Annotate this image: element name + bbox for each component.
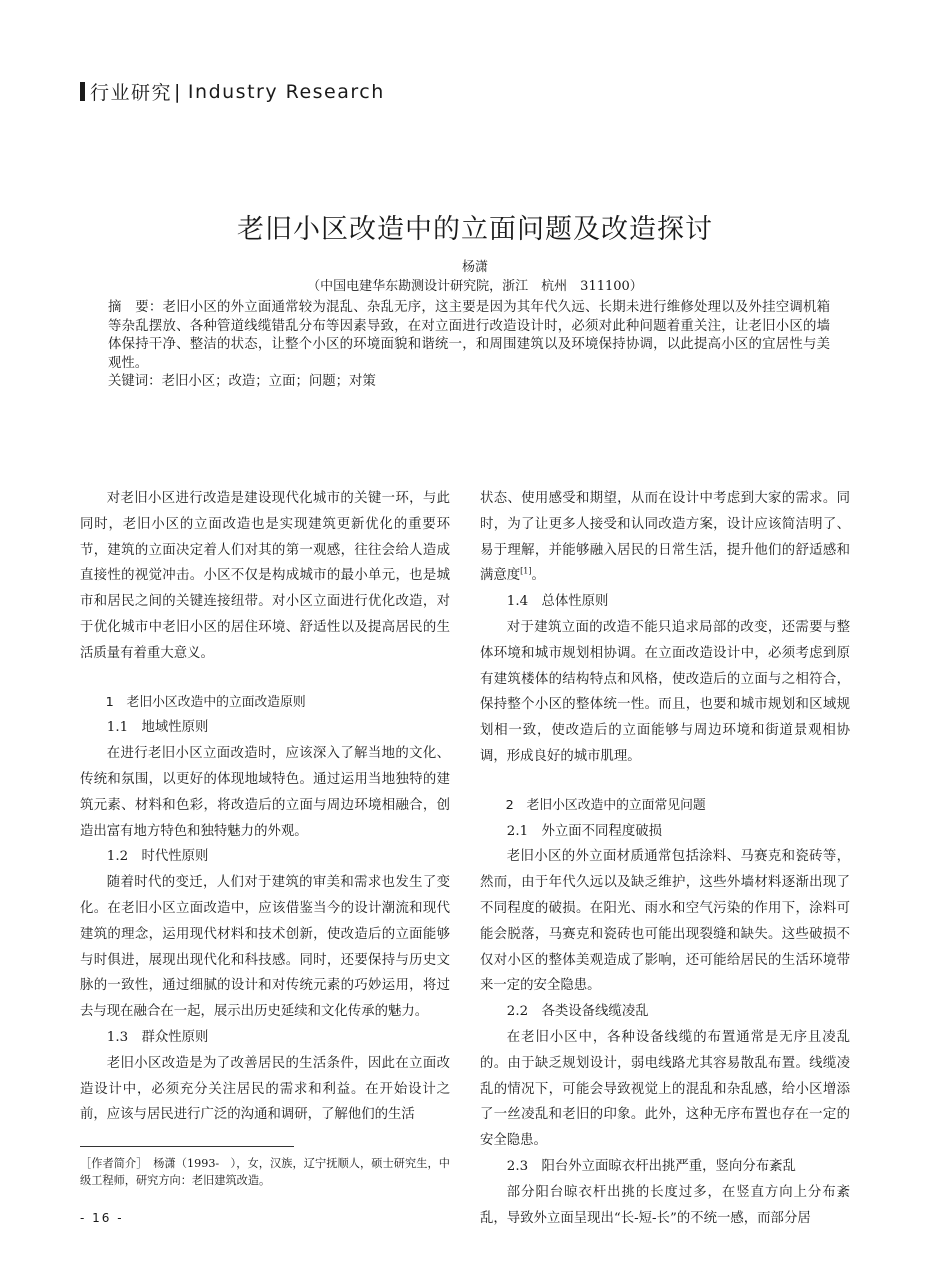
subsection-2-2-heading: 2.2 各类设备线缆凌乱 bbox=[506, 1004, 649, 1020]
subsection-1-4-paragraph: 对于建筑立面的改造不能只追求局部的改变，还需要与整体环境和城市规划相协调。在立面改造设计中，必须考虑到原有建筑楼体的结构特点和风格，使改造后的立面与之相符合，保持整个小区的整体统一性。而且，也要和城市规划和区域规划相一致，使改造后的立面能够与周边环境和街道景观相协调，形成良好的城市肌理。 bbox=[480, 619, 850, 764]
author-footnote bbox=[80, 1156, 450, 1189]
subsection-1-1-paragraph: 在进行老旧小区立面改造时，应该深入了解当地的文化、传统和氛围，以更好的体现地域特色。通过运用当地独特的建筑元素、材料和色彩，将改造后的立面与周边环境相融合，创造出富有地方特色和独特魅力的外观。 bbox=[80, 746, 450, 839]
intro-paragraph: 对老旧小区进行改造是建设现代化城市的关键一环，与此同时，老旧小区的立面改造也是实现建筑更新优化的重要环节，建筑的立面决定着人们对其的第一观感，往往会给人造成直接性的视觉冲击。小区不仅是构成城市的最小单元，也是城市和居民之间的关键连接纽带。对小区立面进行优化改造，对于优化城市中老旧小区的居住环境、舒适性以及提高居民的生活质量有着重大意义。 bbox=[80, 491, 450, 661]
header-separator: | bbox=[174, 80, 182, 103]
header-en: Industry Research bbox=[187, 80, 385, 103]
subsection-2-3-heading: 2.3 阳台外立面晾衣杆出挑严重，竖向分布紊乱 bbox=[506, 1158, 796, 1174]
subsection-2-1-heading: 2.1 外立面不同程度破损 bbox=[506, 823, 662, 839]
footnote-divider bbox=[80, 1146, 294, 1147]
abstract-text: 老旧小区的外立面通常较为混乱、杂乱无序，这主要是因为其年代久远、长期未进行维修处理以及外挂空调机箱等杂乱摆放、各种管道线缆错乱分布等因素导致，在对立面进行改造设计时，必须对此种问题着重关注，让老旧小区的墙体保持干净、整洁的状态，让整个小区的环境面貌和谐统一，和周围建筑以及环境保持协调，以此提高小区的宜居性与美观性。 bbox=[108, 300, 831, 371]
article-title: 老旧小区改造中的立面问题及改造探讨 bbox=[237, 214, 713, 245]
header-bar-icon bbox=[80, 82, 85, 101]
left-column bbox=[80, 486, 450, 1128]
subsection-1-1-heading: 1.1 地域性原则 bbox=[106, 720, 209, 736]
subsection-1-4-heading: 1.4 总体性原则 bbox=[506, 594, 609, 610]
right-column bbox=[480, 486, 850, 1231]
article-affiliation: （中国电建华东勘测设计研究院，浙江 杭州 311100） bbox=[307, 279, 643, 294]
continued-text-end: 。 bbox=[531, 568, 545, 584]
reference-mark: [1] bbox=[520, 566, 532, 576]
subsection-2-3-paragraph: 部分阳台晾衣杆出挑的长度过多，在竖直方向上分布紊乱，导致外立面呈现出“长-短-长”的不统一感，而部分居 bbox=[480, 1184, 850, 1226]
continued-text: 状态、使用感受和期望，从而在设计中考虑到大家的需求。同时，为了让更多人接受和认同改造方案，设计应该简洁明了、易于理解，并能够融入居民的日常生活，提升他们的舒适感和满意度 bbox=[480, 491, 850, 584]
section-2-heading: 2 老旧小区改造中的立面常见问题 bbox=[505, 797, 706, 813]
abstract-block bbox=[108, 299, 830, 392]
subsection-1-3-paragraph-continued bbox=[480, 486, 850, 589]
keywords-text: 老旧小区；改造；立面；问题；对策 bbox=[161, 374, 376, 390]
subsection-1-2-paragraph: 随着时代的变迁，人们对于建筑的审美和需求也发生了变化。在老旧小区立面改造中，应该借鉴当今的设计潮流和现代建筑的理念，运用现代材料和技术创新，使改造后的立面能够与时俱进，展现出现代化和科技感。同时，还要保持与历史文脉的一致性，通过细腻的设计和对传统元素的巧妙运用，将过去与现在融合在一起，展示出历史延续和文化传承的魅力。 bbox=[80, 875, 450, 1020]
page-number: - 16 - bbox=[80, 1211, 124, 1225]
abstract-label: 摘 要： bbox=[108, 300, 163, 315]
footnote-text: ［作者简介］ 杨潇（1993- ），女，汉族，辽宁抚顺人，硕士研究生，中级工程师，研究方向：老旧建筑改造。 bbox=[80, 1157, 450, 1187]
abstract-paragraph bbox=[108, 299, 830, 373]
subsection-1-3-paragraph: 老旧小区改造是为了改善居民的生活条件，因此在立面改造设计中，必须充分关注居民的需求和利益。在开始设计之前，应该与居民进行广泛的沟通和调研，了解他们的生活 bbox=[80, 1055, 450, 1123]
header-cn: 行业研究 bbox=[90, 82, 173, 104]
article-author: 杨潇 bbox=[461, 260, 488, 275]
section-header bbox=[80, 78, 385, 105]
subsection-2-1-paragraph: 老旧小区的外立面材质通常包括涂料、马赛克和瓷砖等，然而，由于年代久远以及缺乏维护，这些外墙材料逐渐出现了不同程度的破损。在阳光、雨水和空气污染的作用下，涂料可能会脱落，马赛克和瓷砖也可能出现裂缝和缺失。这些破损不仅对小区的整体美观造成了影响，还可能给居民的生活环境带来一定的安全隐患。 bbox=[480, 849, 850, 994]
subsection-2-2-paragraph: 在老旧小区中，各种设备线缆的布置通常是无序且凌乱的。由于缺乏规划设计，弱电线路尤其容易散乱布置。线缆凌乱的情况下，可能会导致视觉上的混乱和杂乱感，给小区增添了一丝凌乱和老旧的印象。此外，这种无序布置也存在一定的安全隐患。 bbox=[480, 1029, 850, 1149]
keywords-line bbox=[108, 373, 830, 392]
section-1-heading: 1 老旧小区改造中的立面改造原则 bbox=[105, 694, 306, 710]
keywords-label: 关键词： bbox=[108, 374, 162, 390]
subsection-1-2-heading: 1.2 时代性原则 bbox=[106, 849, 209, 865]
subsection-1-3-heading: 1.3 群众性原则 bbox=[106, 1029, 209, 1045]
